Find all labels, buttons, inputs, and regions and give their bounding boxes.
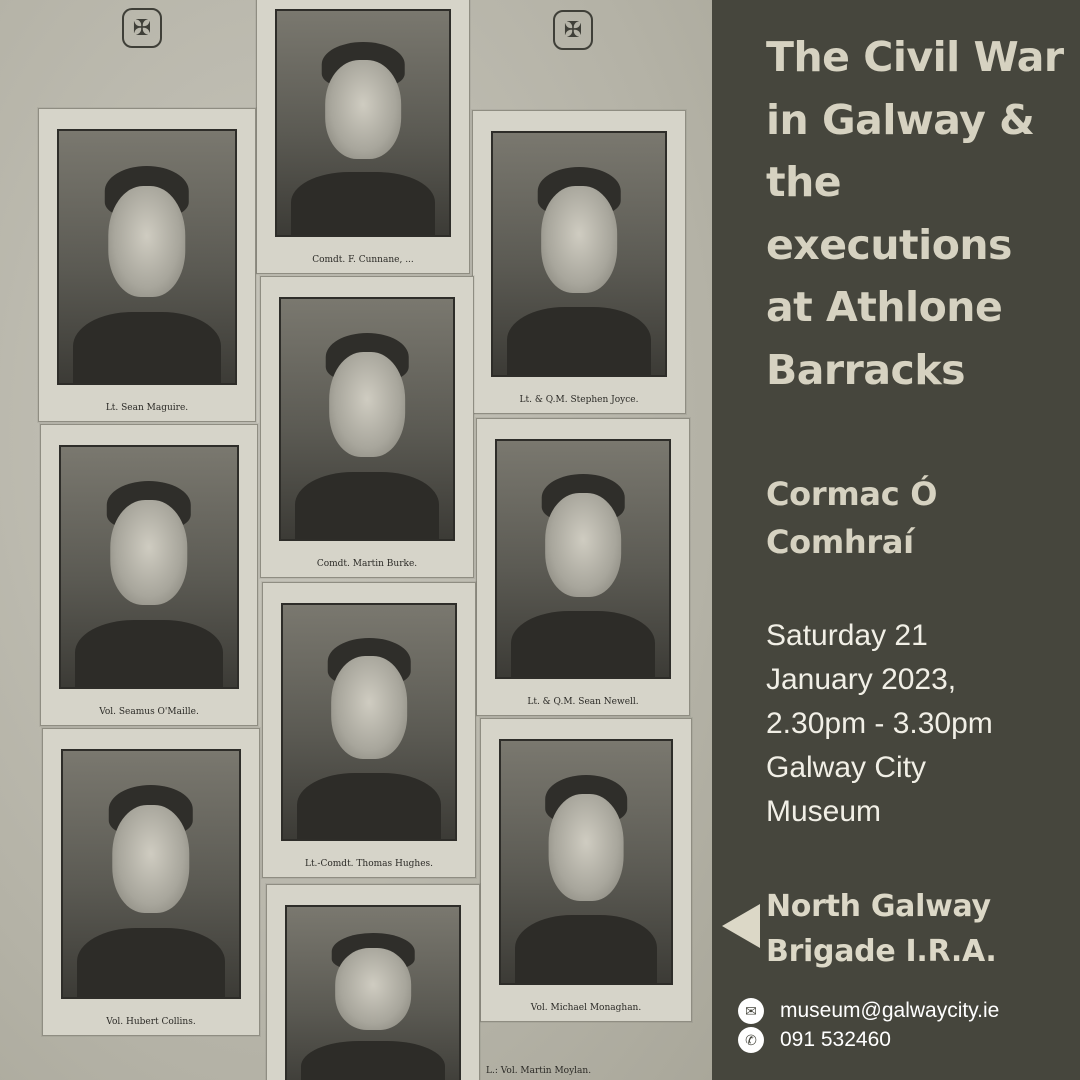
portrait-photo	[61, 749, 241, 999]
event-date-line-1: Saturday 21	[766, 619, 928, 652]
portrait-photo	[57, 129, 237, 385]
portrait-photo	[275, 9, 451, 237]
phone-icon: ✆	[738, 1027, 764, 1053]
contact-phone[interactable]	[738, 1026, 1068, 1054]
cross-ornament-right-icon: ✠	[553, 10, 593, 50]
event-date-line-2: January 2023,	[766, 663, 957, 696]
pointer-arrow-icon	[722, 904, 760, 948]
portrait-caption: L.: Vol. Martin Moylan.	[486, 1066, 592, 1076]
event-venue-line-1: Galway City	[766, 751, 927, 784]
portrait-card	[480, 718, 692, 1022]
cross-ornament-left-icon: ✠	[122, 8, 162, 48]
portrait-card	[260, 276, 474, 578]
portrait-photo	[491, 131, 667, 377]
portrait-caption: Lt. & Q.M. Sean Newell.	[527, 697, 639, 707]
portrait-card	[476, 418, 690, 716]
portrait-card	[40, 424, 258, 726]
event-details	[766, 614, 1076, 834]
event-time: 2.30pm - 3.30pm	[766, 707, 993, 740]
portrait-photo	[59, 445, 239, 689]
portrait-caption: Vol. Michael Monaghan.	[530, 1003, 642, 1013]
portrait-photo	[495, 439, 671, 679]
portrait-caption: Comdt. F. Cunnane, ...	[312, 255, 414, 265]
portrait-card	[38, 108, 256, 422]
event-venue-line-2: Museum	[766, 795, 882, 828]
phone-text: 091 532460	[780, 1028, 891, 1051]
speaker-name: Cormac Ó Comhraí	[766, 475, 938, 561]
portrait-card	[266, 884, 480, 1080]
portrait-caption: Vol. Hubert Collins.	[106, 1017, 196, 1027]
contact-email[interactable]	[738, 997, 1068, 1025]
portrait-caption: Lt.-Comdt. Thomas Hughes.	[304, 859, 434, 869]
portrait-photo	[499, 739, 673, 985]
portrait-card	[262, 582, 476, 878]
email-text: museum@galwaycity.ie	[780, 999, 1000, 1022]
photo-caption-brigade: North Galway Brigade I.R.A.	[766, 889, 997, 969]
portrait-photo	[285, 905, 461, 1080]
event-title: The Civil War in Galway & the executions at Athlone Barracks	[766, 33, 1064, 394]
envelope-icon: ✉	[738, 998, 764, 1024]
portrait-card	[472, 110, 686, 414]
event-info-panel	[712, 0, 1080, 1080]
portrait-photo	[279, 297, 455, 541]
portrait-caption: Vol. Seamus O'Maille.	[99, 707, 199, 717]
portrait-card	[256, 0, 470, 274]
portrait-photo	[281, 603, 457, 841]
portrait-card	[42, 728, 260, 1036]
portrait-caption: Lt. & Q.M. Stephen Joyce.	[519, 395, 639, 405]
portrait-caption: Lt. Sean Maguire.	[105, 403, 189, 413]
portrait-caption: Comdt. Martin Burke.	[316, 559, 418, 569]
